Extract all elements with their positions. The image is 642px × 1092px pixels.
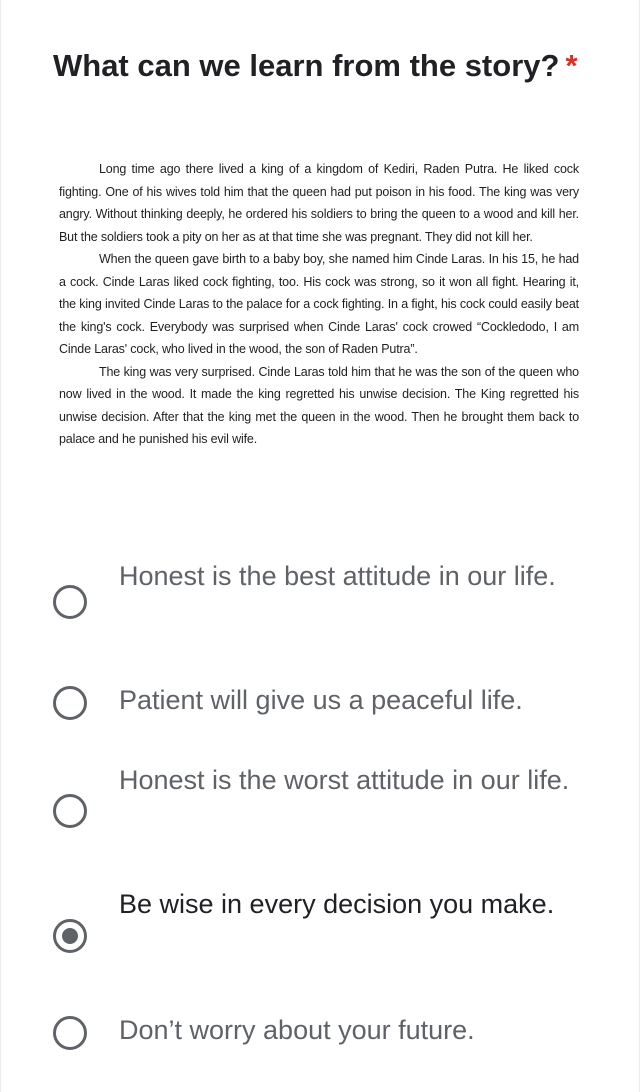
question-title xyxy=(53,40,613,92)
option-1-label[interactable]: Honest is the best attitude in our life. xyxy=(119,561,556,591)
option-3-label[interactable]: Honest is the worst attitude in our life. xyxy=(119,765,570,795)
question-text: What can we learn from the story? xyxy=(53,48,560,83)
radio-button-1[interactable] xyxy=(53,585,87,619)
story-paragraph-2: When the queen gave birth to a baby boy, she named him Cinde Laras. In his 15, he had a cock. Cinde Laras liked cock fighting, too. His cock was strong, so it won all fight. Hearing it, the king invited Cinde Laras to the palace for a cock fighting. In a fight, his cock could easily beat the king's cock. Everybody was surprised when Cinde Laras' cock crowed “Cockledodo, I am Cinde Laras' cock, who lived in the wood, the son of Raden Putra”. xyxy=(59,252,579,356)
option-4[interactable] xyxy=(1,882,641,982)
option-5[interactable] xyxy=(1,1008,641,1058)
story-paragraph-3: The king was very surprised. Cinde Laras told him that he was the son of the queen who now lived in the wood. It made the king regretted his unwise decision. The King regretted his unwise decision. After that the king met the queen in the wood. Then he brought them back to palace and he punished his evil wife. xyxy=(59,364,579,446)
story-paragraph-1: Long time ago there lived a king of a kingdom of Kediri, Raden Putra. He liked cock fighting. One of his wives told him that the queen had put poison in his food. The king was very angry. Without thinking deeply, he ordered his soldiers to bring the queen to a wood and kill her. But the soldiers took a pity on her as at that time she was pregnant. They did not kill her. xyxy=(59,162,579,244)
option-4-label[interactable]: Be wise in every decision you make. xyxy=(119,889,555,919)
option-3[interactable] xyxy=(1,758,641,858)
radio-button-2[interactable] xyxy=(53,686,87,720)
option-5-label[interactable]: Don’t worry about your future. xyxy=(119,1015,475,1045)
option-2-label[interactable]: Patient will give us a peaceful life. xyxy=(119,685,523,715)
radio-selected-dot xyxy=(62,928,78,944)
radio-button-3[interactable] xyxy=(53,794,87,828)
radio-button-5[interactable] xyxy=(53,1016,87,1050)
option-2[interactable] xyxy=(1,678,641,728)
story-image xyxy=(59,158,579,503)
radio-button-4-selected[interactable] xyxy=(53,919,87,953)
required-marker: * xyxy=(565,48,578,83)
option-1[interactable] xyxy=(1,548,641,648)
